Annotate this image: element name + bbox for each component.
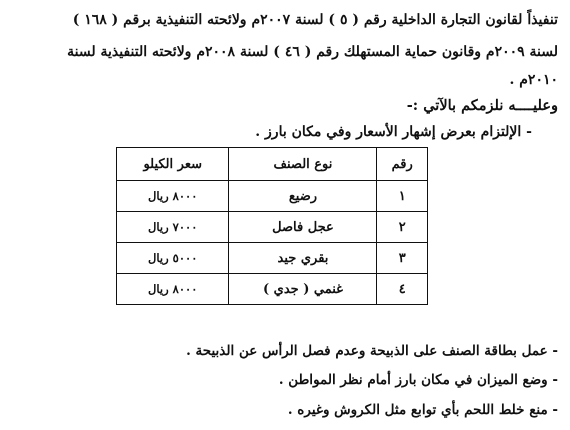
header-item-type: نوع الصنف (229, 148, 377, 181)
row-item-type: عجل فاصل (229, 212, 377, 243)
table-row (117, 243, 428, 274)
row-price: ٨٠٠٠ ريال (117, 274, 229, 305)
header-number: رقم (377, 148, 428, 181)
row-number: ٣ (377, 243, 428, 274)
table-row (117, 181, 428, 212)
header-price-per-kilo: سعر الكيلو (117, 148, 229, 181)
row-number: ٢ (377, 212, 428, 243)
row-price: ٧٠٠٠ ريال (117, 212, 229, 243)
intro-line-3: ٢٠١٠م . (509, 72, 558, 88)
intro-line-2: لسنة ٢٠٠٩م وقانون حماية المستهلك رقم ( ٤٦ ) لسنة ٢٠٠٨م ولائحته التنفيذية لسنة (67, 44, 558, 60)
row-number: ٤ (377, 274, 428, 305)
table-row (117, 212, 428, 243)
row-price: ٥٠٠٠ ريال (117, 243, 229, 274)
bullet-no-mixing: - منع خلط اللحم بأي توابع مثل الكروش وغيره . (287, 402, 558, 418)
price-display-requirement: - الإلتزام بعرض إشهار الأسعار وفي مكان بارز . (255, 124, 532, 140)
bullet-scale-placement: - وضع الميزان في مكان بارز أمام نظر المواطن . (278, 372, 558, 388)
price-table-header-row (117, 148, 428, 181)
row-number: ١ (377, 181, 428, 212)
table-row (117, 274, 428, 305)
intro-line-1: تنفيذاً لقانون التجارة الداخلية رقم ( ٥ ) لسنة ٢٠٠٧م ولائحته التنفيذية برقم ( ١٦٨ ) (72, 12, 558, 28)
row-item-type: رضيع (229, 181, 377, 212)
row-price: ٨٠٠٠ ريال (117, 181, 229, 212)
bullet-carcass-label: - عمل بطاقة الصنف على الذبيحة وعدم فصل الرأس عن الذبيحة . (186, 343, 558, 359)
row-item-type: بقري جيد (229, 243, 377, 274)
row-item-type: غنمي ( جدي ) (229, 274, 377, 305)
price-table (116, 147, 428, 305)
obligations-heading: وعليــــه نلزمكم بالآتي :- (406, 97, 558, 114)
